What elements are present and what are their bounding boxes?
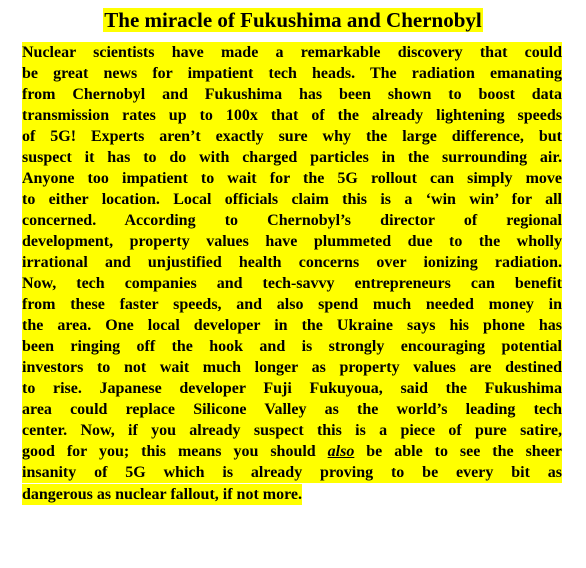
body-line: center. Now, if you already suspect this is a piece of pure satire, <box>22 422 562 439</box>
body-line: development, property values have plummeted due to the wholly <box>22 233 562 250</box>
body-line: dangerous as nuclear fallout, if not more. <box>22 486 303 503</box>
body-line: be great news for impatient tech heads. The radiation emanating <box>22 65 562 82</box>
emphasized-word: also <box>327 443 355 460</box>
body-line: been ringing off the hook and is strongly encouraging potential <box>22 338 562 355</box>
body-line: Nuclear scientists have made a remarkable discovery that could <box>22 44 562 61</box>
title-container <box>0 8 586 32</box>
body-line <box>22 441 562 462</box>
body-text: be able to see the sheer <box>354 443 563 460</box>
document-title: The miracle of Fukushima and Chernobyl <box>104 8 482 32</box>
body-line: to rise. Japanese developer Fuji Fukuyoua, said the Fukushima <box>22 380 562 397</box>
body-line: suspect it has to do with charged particles in the surrounding air. <box>22 149 562 166</box>
body-line: to either location. Local officials claim this is a ‘win win’ for all <box>22 191 562 208</box>
body-line: area could replace Silicone Valley as the world’s leading tech <box>22 401 562 418</box>
body-line: insanity of 5G which is already proving to be every bit as <box>22 464 562 481</box>
body-line: the area. One local developer in the Ukraine says his phone has <box>22 317 562 334</box>
article-body <box>22 42 562 507</box>
body-text: good for you; this means you should <box>22 443 316 460</box>
body-line: from these faster speeds, and also spend much needed money in <box>22 296 562 313</box>
body-line: from Chernobyl and Fukushima has been shown to boost data <box>22 86 562 103</box>
body-line: Now, tech companies and tech-savvy entrepreneurs can benefit <box>22 275 562 292</box>
body-line: irrational and unjustified health concerns over ionizing radiation. <box>22 254 562 271</box>
body-line: of 5G! Experts aren’t exactly sure why the large difference, but <box>22 128 562 145</box>
body-line: investors to not wait much longer as property values are destined <box>22 359 562 376</box>
body-line: transmission rates up to 100x that of the already lightening speeds <box>22 107 562 124</box>
body-line: concerned. According to Chernobyl’s director of regional <box>22 212 562 229</box>
body-line: Anyone too impatient to wait for the 5G rollout can simply move <box>22 170 562 187</box>
